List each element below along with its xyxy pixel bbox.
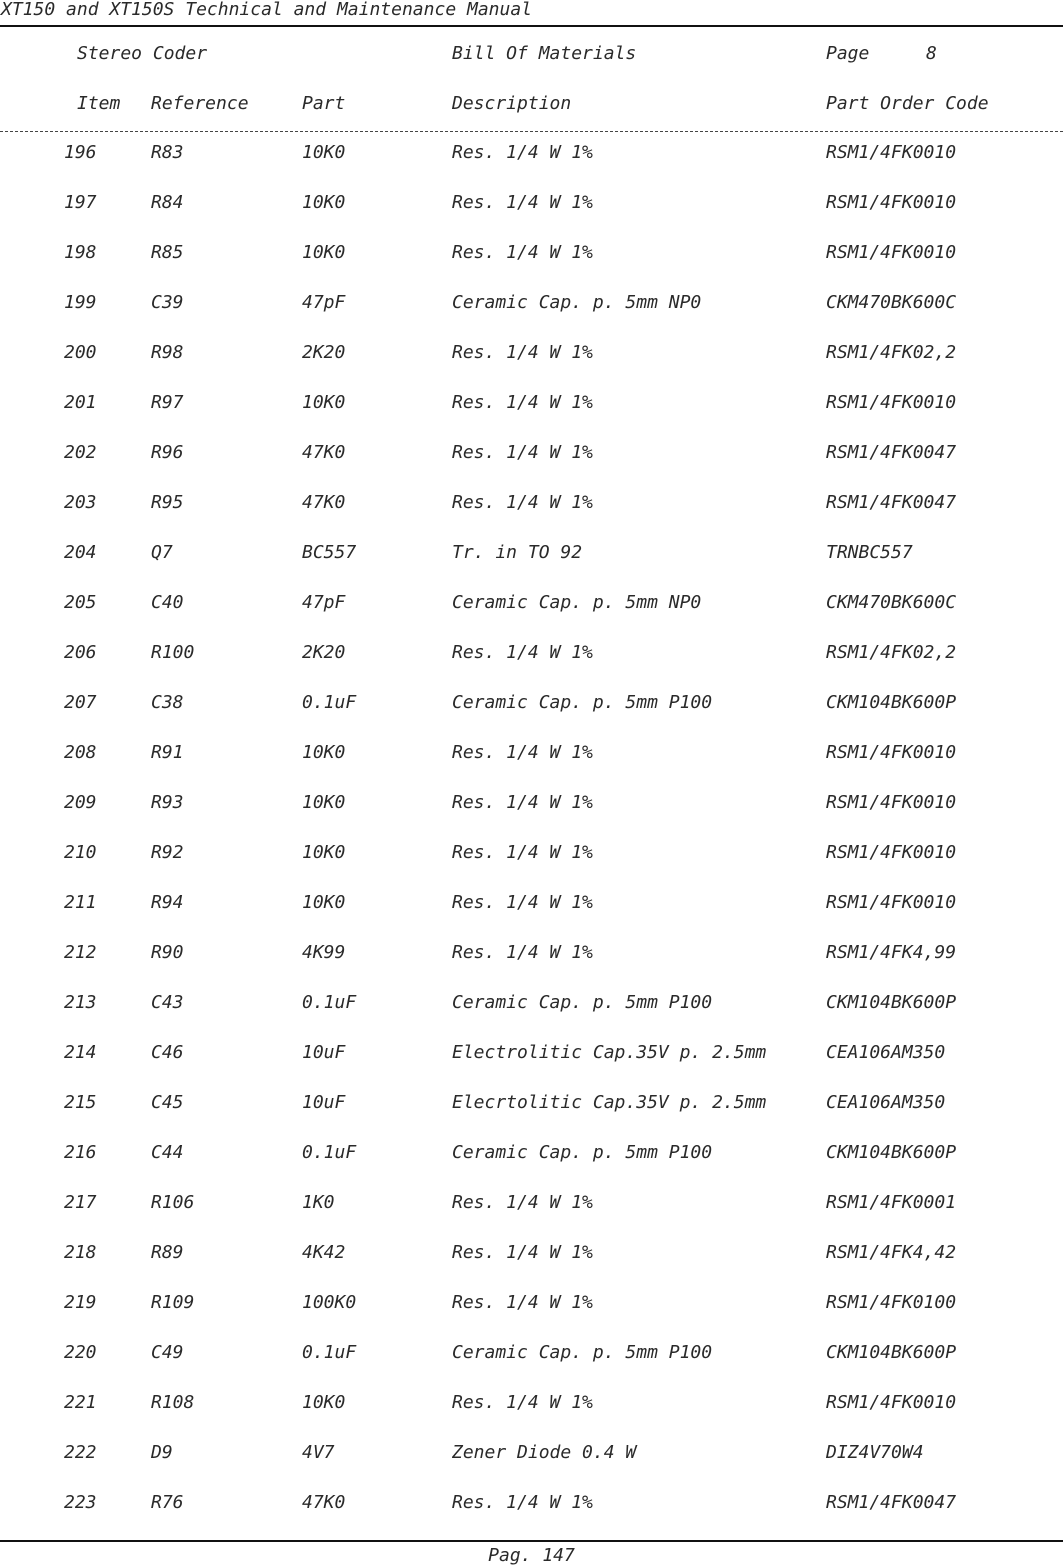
part-description: Res. 1/4 W 1% (452, 942, 593, 963)
reference-designator: Q7 (151, 542, 173, 563)
reference-designator: C38 (151, 692, 184, 713)
table-row (0, 1341, 1063, 1391)
reference-designator: C40 (151, 592, 184, 613)
item-number: 208 (64, 742, 97, 763)
part-value: BC557 (302, 542, 357, 563)
reference-designator: C43 (151, 992, 184, 1013)
part-description: Res. 1/4 W 1% (452, 142, 593, 163)
header-rule (0, 25, 1063, 27)
table-row (0, 891, 1063, 941)
part-value: 10K0 (302, 192, 346, 213)
reference-designator: R96 (151, 442, 184, 463)
page-number: 8 (926, 43, 937, 64)
column-header-reference: Reference (151, 93, 249, 114)
part-description: Res. 1/4 W 1% (452, 1192, 593, 1213)
footer-rule (0, 1540, 1063, 1542)
part-order-code: CKM104BK600P (826, 992, 957, 1013)
item-number: 211 (64, 892, 97, 913)
part-description: Tr. in TO 92 (452, 542, 583, 563)
part-description: Zener Diode 0.4 W (452, 1442, 637, 1463)
part-description: Res. 1/4 W 1% (452, 1292, 593, 1313)
table-row (0, 691, 1063, 741)
part-order-code: RSM1/4FK0047 (826, 1492, 957, 1513)
part-order-code: CKM104BK600P (826, 1342, 957, 1363)
part-description: Elecrtolitic Cap.35V p. 2.5mm (452, 1092, 767, 1113)
part-order-code: RSM1/4FK0010 (826, 392, 957, 413)
table-row (0, 341, 1063, 391)
page-label: Page (826, 43, 870, 64)
item-number: 201 (64, 392, 97, 413)
part-description: Ceramic Cap. p. 5mm P100 (452, 1342, 713, 1363)
part-value: 2K20 (302, 642, 346, 663)
part-value: 4K42 (302, 1242, 346, 1263)
item-number: 215 (64, 1092, 97, 1113)
reference-designator: C46 (151, 1042, 184, 1063)
item-number: 197 (64, 192, 97, 213)
part-order-code: RSM1/4FK0010 (826, 242, 957, 263)
part-order-code: RSM1/4FK0010 (826, 892, 957, 913)
reference-designator: R98 (151, 342, 184, 363)
item-number: 220 (64, 1342, 97, 1363)
part-value: 10K0 (302, 842, 346, 863)
part-value: 4K99 (302, 942, 346, 963)
item-number: 202 (64, 442, 97, 463)
reference-designator: C44 (151, 1142, 184, 1163)
part-description: Res. 1/4 W 1% (452, 1392, 593, 1413)
item-number: 199 (64, 292, 97, 313)
document-title: XT150 and XT150S Technical and Maintenance Manual (1, 0, 533, 20)
part-description: Ceramic Cap. p. 5mm NP0 (452, 292, 702, 313)
item-number: 221 (64, 1392, 97, 1413)
reference-designator: R90 (151, 942, 184, 963)
column-header-part: Part (302, 93, 346, 114)
item-number: 212 (64, 942, 97, 963)
item-number: 214 (64, 1042, 97, 1063)
reference-designator: R85 (151, 242, 184, 263)
reference-designator: R94 (151, 892, 184, 913)
part-description: Res. 1/4 W 1% (452, 892, 593, 913)
item-number: 203 (64, 492, 97, 513)
item-number: 196 (64, 142, 97, 163)
column-header-separator (0, 131, 1063, 132)
item-number: 209 (64, 792, 97, 813)
part-value: 47K0 (302, 442, 346, 463)
part-order-code: RSM1/4FK4,42 (826, 1242, 957, 1263)
part-description: Res. 1/4 W 1% (452, 492, 593, 513)
page-footer: Pag. 147 (488, 1545, 575, 1566)
item-number: 204 (64, 542, 97, 563)
table-row (0, 191, 1063, 241)
reference-designator: R89 (151, 1242, 184, 1263)
column-header-description: Description (452, 93, 572, 114)
part-order-code: CEA106AM350 (826, 1042, 946, 1063)
table-row (0, 941, 1063, 991)
part-description: Ceramic Cap. p. 5mm P100 (452, 692, 713, 713)
item-number: 222 (64, 1442, 97, 1463)
part-order-code: RSM1/4FK02,2 (826, 642, 957, 663)
part-description: Ceramic Cap. p. 5mm NP0 (452, 592, 702, 613)
reference-designator: D9 (151, 1442, 173, 1463)
table-row (0, 1291, 1063, 1341)
part-order-code: RSM1/4FK0001 (826, 1192, 957, 1213)
part-value: 47K0 (302, 492, 346, 513)
item-number: 198 (64, 242, 97, 263)
item-number: 207 (64, 692, 97, 713)
part-order-code: CKM470BK600C (826, 592, 957, 613)
part-order-code: RSM1/4FK0010 (826, 142, 957, 163)
reference-designator: R91 (151, 742, 184, 763)
part-value: 10K0 (302, 392, 346, 413)
table-row (0, 441, 1063, 491)
table-row (0, 241, 1063, 291)
part-order-code: RSM1/4FK4,99 (826, 942, 957, 963)
section-name: Stereo Coder (77, 43, 208, 64)
table-row (0, 641, 1063, 691)
part-order-code: RSM1/4FK0010 (826, 1392, 957, 1413)
reference-designator: R100 (151, 642, 195, 663)
part-value: 10K0 (302, 1392, 346, 1413)
item-number: 216 (64, 1142, 97, 1163)
part-order-code: CKM104BK600P (826, 692, 957, 713)
part-order-code: RSM1/4FK0100 (826, 1292, 957, 1313)
part-description: Res. 1/4 W 1% (452, 1242, 593, 1263)
item-number: 213 (64, 992, 97, 1013)
part-value: 10K0 (302, 742, 346, 763)
part-value: 1K0 (302, 1192, 335, 1213)
part-value: 0.1uF (302, 992, 357, 1013)
part-value: 47pF (302, 592, 346, 613)
table-row (0, 1391, 1063, 1441)
part-description: Res. 1/4 W 1% (452, 442, 593, 463)
part-order-code: RSM1/4FK0010 (826, 742, 957, 763)
part-order-code: RSM1/4FK0010 (826, 792, 957, 813)
item-number: 206 (64, 642, 97, 663)
column-header-order-code: Part Order Code (826, 93, 989, 114)
table-row (0, 1041, 1063, 1091)
item-number: 200 (64, 342, 97, 363)
part-order-code: CEA106AM350 (826, 1092, 946, 1113)
reference-designator: R97 (151, 392, 184, 413)
part-value: 47K0 (302, 1492, 346, 1513)
reference-designator: R92 (151, 842, 184, 863)
part-value: 0.1uF (302, 1342, 357, 1363)
part-order-code: TRNBC557 (826, 542, 913, 563)
item-number: 218 (64, 1242, 97, 1263)
table-row (0, 141, 1063, 191)
part-value: 100K0 (302, 1292, 357, 1313)
table-row (0, 1491, 1063, 1541)
part-description: Electrolitic Cap.35V p. 2.5mm (452, 1042, 767, 1063)
part-description: Ceramic Cap. p. 5mm P100 (452, 1142, 713, 1163)
part-order-code: RSM1/4FK02,2 (826, 342, 957, 363)
part-description: Res. 1/4 W 1% (452, 192, 593, 213)
item-number: 217 (64, 1192, 97, 1213)
table-row (0, 1441, 1063, 1491)
part-value: 10uF (302, 1042, 346, 1063)
part-description: Res. 1/4 W 1% (452, 642, 593, 663)
table-row (0, 291, 1063, 341)
table-row (0, 591, 1063, 641)
part-value: 10K0 (302, 892, 346, 913)
part-value: 4V7 (302, 1442, 335, 1463)
reference-designator: C45 (151, 1092, 184, 1113)
part-value: 10K0 (302, 242, 346, 263)
reference-designator: R83 (151, 142, 184, 163)
item-number: 219 (64, 1292, 97, 1313)
part-description: Res. 1/4 W 1% (452, 342, 593, 363)
reference-designator: R95 (151, 492, 184, 513)
table-row (0, 991, 1063, 1041)
reference-designator: R106 (151, 1192, 195, 1213)
part-description: Res. 1/4 W 1% (452, 742, 593, 763)
part-value: 0.1uF (302, 1142, 357, 1163)
part-order-code: CKM104BK600P (826, 1142, 957, 1163)
part-order-code: RSM1/4FK0047 (826, 442, 957, 463)
part-order-code: DIZ4V70W4 (826, 1442, 924, 1463)
section-heading: Bill Of Materials (452, 43, 637, 64)
table-row (0, 391, 1063, 441)
part-value: 10K0 (302, 792, 346, 813)
table-row (0, 1191, 1063, 1241)
reference-designator: R109 (151, 1292, 195, 1313)
table-row (0, 1241, 1063, 1291)
reference-designator: C39 (151, 292, 184, 313)
part-description: Res. 1/4 W 1% (452, 242, 593, 263)
part-value: 2K20 (302, 342, 346, 363)
reference-designator: R108 (151, 1392, 195, 1413)
reference-designator: C49 (151, 1342, 184, 1363)
part-order-code: RSM1/4FK0010 (826, 842, 957, 863)
part-value: 10K0 (302, 142, 346, 163)
part-description: Res. 1/4 W 1% (452, 842, 593, 863)
part-description: Res. 1/4 W 1% (452, 392, 593, 413)
table-row (0, 491, 1063, 541)
part-value: 47pF (302, 292, 346, 313)
part-order-code: CKM470BK600C (826, 292, 957, 313)
part-description: Res. 1/4 W 1% (452, 1492, 593, 1513)
part-value: 10uF (302, 1092, 346, 1113)
table-row (0, 1141, 1063, 1191)
item-number: 223 (64, 1492, 97, 1513)
table-row (0, 841, 1063, 891)
bom-table (0, 141, 1063, 1541)
part-order-code: RSM1/4FK0010 (826, 192, 957, 213)
table-row (0, 1091, 1063, 1141)
table-row (0, 541, 1063, 591)
item-number: 205 (64, 592, 97, 613)
part-description: Ceramic Cap. p. 5mm P100 (452, 992, 713, 1013)
item-number: 210 (64, 842, 97, 863)
table-row (0, 741, 1063, 791)
part-description: Res. 1/4 W 1% (452, 792, 593, 813)
reference-designator: R76 (151, 1492, 184, 1513)
part-value: 0.1uF (302, 692, 357, 713)
reference-designator: R84 (151, 192, 184, 213)
column-header-item: Item (77, 93, 121, 114)
table-row (0, 791, 1063, 841)
part-order-code: RSM1/4FK0047 (826, 492, 957, 513)
reference-designator: R93 (151, 792, 184, 813)
